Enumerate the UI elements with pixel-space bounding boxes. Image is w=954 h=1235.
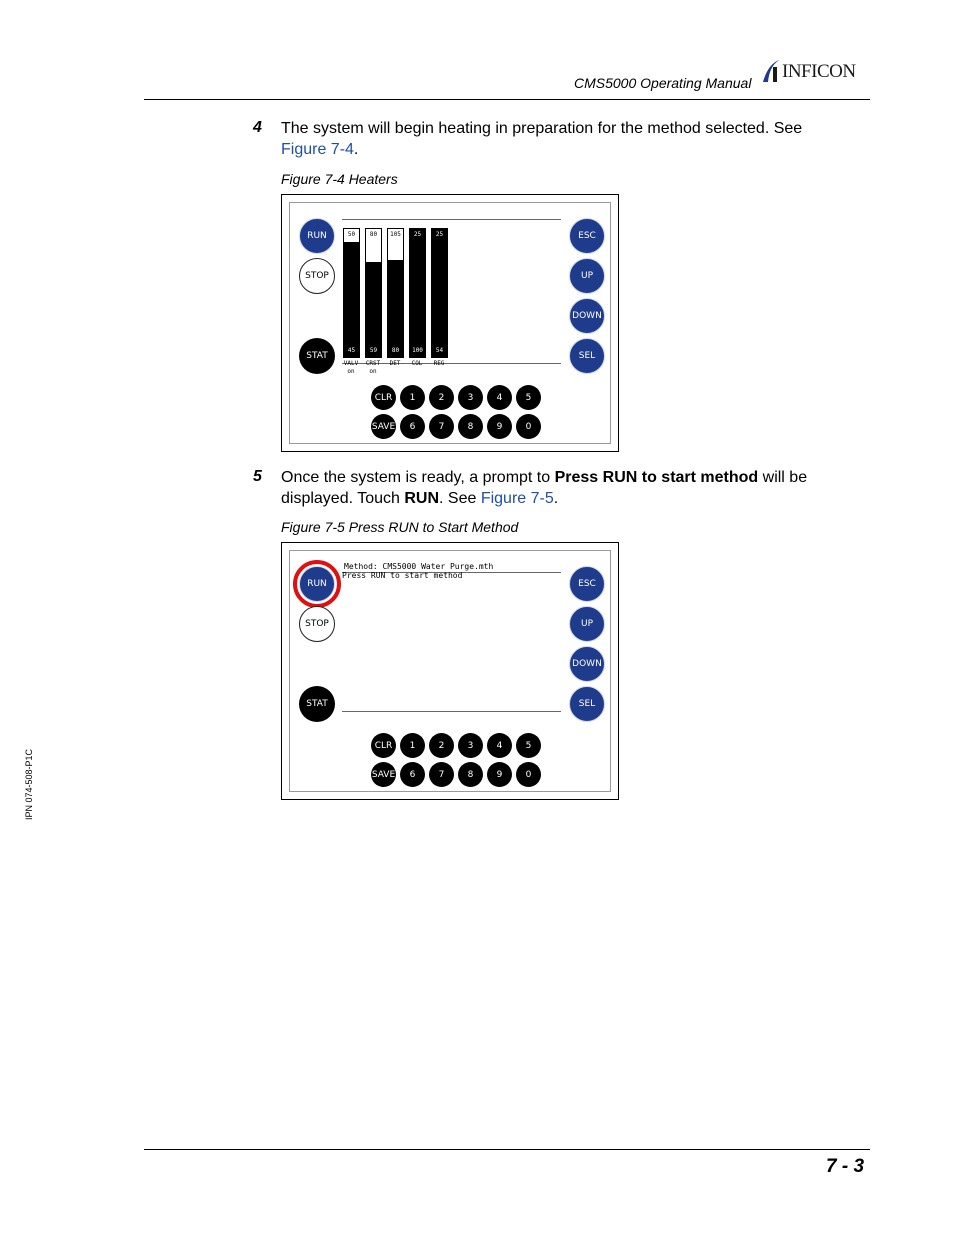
step-5-text bbox=[281, 467, 851, 509]
keypad-8[interactable]: 8 bbox=[458, 414, 483, 439]
stat-button[interactable]: STAT bbox=[299, 338, 335, 374]
start-prompt-line: Press RUN to start method bbox=[342, 571, 463, 580]
keypad-save[interactable]: SAVE bbox=[371, 762, 396, 787]
step-5-body-2: will be displayed. Touch bbox=[281, 469, 808, 507]
keypad-4[interactable]: 4 bbox=[487, 385, 512, 410]
heater-bar-col bbox=[409, 228, 426, 358]
run-button[interactable]: RUN bbox=[299, 218, 335, 254]
heater-setpoint: 80 bbox=[369, 231, 378, 238]
step-5-number: 5 bbox=[253, 468, 262, 485]
run-prompt-screen bbox=[281, 542, 619, 800]
heater-label bbox=[383, 360, 407, 368]
figure-7-4-link[interactable]: Figure 7-4 bbox=[281, 141, 354, 158]
step-4-text bbox=[281, 118, 841, 160]
keypad-0[interactable]: 0 bbox=[516, 414, 541, 439]
heater-label bbox=[405, 360, 429, 368]
step-4-body: The system will begin heating in preparation for the method selected. See bbox=[281, 120, 803, 137]
heater-bar-crst bbox=[365, 228, 382, 358]
down-button[interactable]: DOWN bbox=[569, 298, 605, 334]
heater-bar-fill bbox=[366, 262, 381, 357]
step-5-end: . bbox=[553, 490, 559, 507]
keypad-5[interactable]: 5 bbox=[516, 733, 541, 758]
step-5-body-3: . See bbox=[439, 490, 481, 507]
heater-bar-fill bbox=[388, 260, 403, 357]
esc-button[interactable]: ESC bbox=[569, 566, 605, 602]
heater-setpoint: 105 bbox=[390, 231, 401, 238]
sel-button[interactable]: SEL bbox=[569, 338, 605, 374]
ipn-code: IPN 074-508-P1C bbox=[24, 748, 34, 820]
heater-bar-fill bbox=[410, 229, 425, 357]
stop-button[interactable]: STOP bbox=[299, 606, 335, 642]
heater-name: REG bbox=[433, 360, 445, 367]
step-5-run-bold: RUN bbox=[404, 490, 440, 507]
screen-frame bbox=[289, 550, 611, 792]
keypad-7[interactable]: 7 bbox=[429, 762, 454, 787]
heaters-screen bbox=[281, 194, 619, 452]
step-4-end: . bbox=[353, 141, 359, 158]
sel-button[interactable]: SEL bbox=[569, 686, 605, 722]
heater-label bbox=[427, 360, 451, 368]
keypad-save[interactable]: SAVE bbox=[371, 414, 396, 439]
figure-7-5-link[interactable]: Figure 7-5 bbox=[480, 490, 554, 507]
down-button[interactable]: DOWN bbox=[569, 646, 605, 682]
keypad-3[interactable]: 3 bbox=[458, 385, 483, 410]
heater-actual: 54 bbox=[435, 347, 444, 354]
footer-rule bbox=[144, 1149, 870, 1150]
heater-bar-det bbox=[387, 228, 404, 358]
heater-setpoint: 50 bbox=[347, 231, 356, 238]
manual-title: CMS5000 Operating Manual bbox=[574, 75, 752, 91]
heater-name: VALV bbox=[343, 360, 359, 367]
heater-actual: 59 bbox=[369, 347, 378, 354]
heater-setpoint: 25 bbox=[413, 231, 422, 238]
keypad-3[interactable]: 3 bbox=[458, 733, 483, 758]
heater-name: DET bbox=[389, 360, 401, 367]
heater-actual: 100 bbox=[412, 347, 423, 354]
step-5-prompt-bold: Press RUN to start method bbox=[554, 469, 759, 486]
keypad-2[interactable]: 2 bbox=[429, 733, 454, 758]
esc-button[interactable]: ESC bbox=[569, 218, 605, 254]
keypad-8[interactable]: 8 bbox=[458, 762, 483, 787]
heater-label bbox=[339, 360, 363, 376]
keypad-2[interactable]: 2 bbox=[429, 385, 454, 410]
message-bottom-line bbox=[342, 711, 561, 712]
run-button[interactable]: RUN bbox=[299, 566, 335, 602]
up-button[interactable]: UP bbox=[569, 606, 605, 642]
step-5-body-1: Once the system is ready, a prompt to bbox=[281, 469, 555, 486]
keypad-0[interactable]: 0 bbox=[516, 762, 541, 787]
header-rule bbox=[144, 99, 870, 100]
keypad-9[interactable]: 9 bbox=[487, 414, 512, 439]
stop-button[interactable]: STOP bbox=[299, 258, 335, 294]
figure-7-5-caption: Figure 7-5 Press RUN to Start Method bbox=[281, 519, 519, 535]
heater-bar-fill bbox=[344, 242, 359, 357]
step-4-number: 4 bbox=[253, 119, 262, 136]
method-name-line: Method: CMS5000 Water Purge.mth bbox=[344, 562, 494, 571]
heater-name: CRST bbox=[365, 360, 381, 367]
screen-frame bbox=[289, 202, 611, 444]
keypad-9[interactable]: 9 bbox=[487, 762, 512, 787]
keypad-clr[interactable]: CLR bbox=[371, 385, 396, 410]
keypad-4[interactable]: 4 bbox=[487, 733, 512, 758]
heater-state: on bbox=[347, 368, 355, 375]
keypad-1[interactable]: 1 bbox=[400, 733, 425, 758]
heater-bar-valv bbox=[343, 228, 360, 358]
inficon-logo bbox=[760, 58, 874, 86]
heater-label bbox=[361, 360, 385, 376]
figure-7-4-caption: Figure 7-4 Heaters bbox=[281, 171, 398, 187]
keypad-clr[interactable]: CLR bbox=[371, 733, 396, 758]
logo-text: INFICON bbox=[782, 61, 856, 82]
keypad-7[interactable]: 7 bbox=[429, 414, 454, 439]
keypad-5[interactable]: 5 bbox=[516, 385, 541, 410]
inficon-swoosh-icon bbox=[760, 58, 782, 84]
keypad-6[interactable]: 6 bbox=[400, 414, 425, 439]
heater-state: on bbox=[369, 368, 377, 375]
heater-bar-reg bbox=[431, 228, 448, 358]
bar-area-top-line bbox=[342, 219, 561, 220]
page-number: 7 - 3 bbox=[826, 1156, 865, 1177]
up-button[interactable]: UP bbox=[569, 258, 605, 294]
heater-actual: 80 bbox=[391, 347, 400, 354]
heater-name: COL bbox=[411, 360, 423, 367]
heater-actual: 45 bbox=[347, 347, 356, 354]
keypad-1[interactable]: 1 bbox=[400, 385, 425, 410]
heater-setpoint: 25 bbox=[435, 231, 444, 238]
stat-button[interactable]: STAT bbox=[299, 686, 335, 722]
heater-bar-fill bbox=[432, 229, 447, 357]
keypad-6[interactable]: 6 bbox=[400, 762, 425, 787]
